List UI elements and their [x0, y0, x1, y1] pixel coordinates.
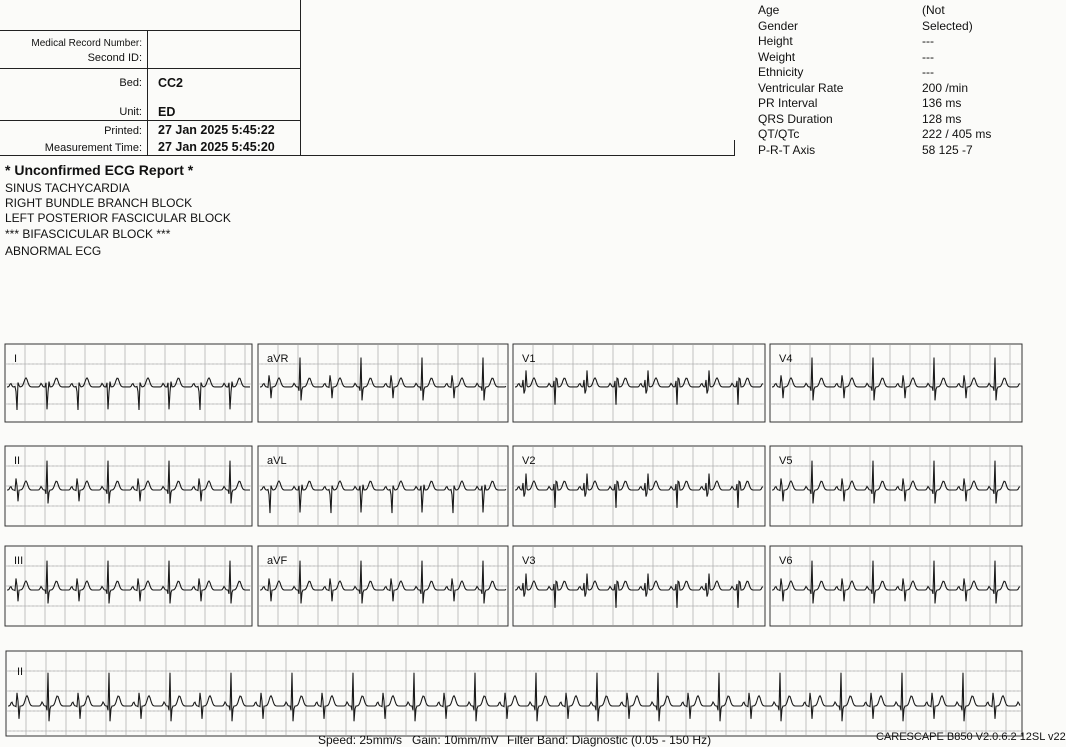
ecg-grid — [258, 344, 508, 422]
ecg-grid — [770, 344, 1022, 422]
measurement-value: 58 125 -7 — [922, 142, 973, 157]
header-divider — [734, 140, 735, 156]
second-id-label: Second ID: — [87, 52, 142, 64]
rhythm-lead-label: II — [17, 666, 24, 678]
speed-label: Speed: 25mm/s — [318, 733, 403, 747]
measurement-value: --- — [922, 65, 934, 79]
ecg-trace — [515, 474, 763, 508]
bed-label: Bed: — [119, 77, 142, 89]
measurement-value: 128 ms — [922, 111, 962, 126]
lead-label: aVL — [267, 455, 287, 467]
interpretation-line: ABNORMAL ECG — [5, 244, 102, 258]
ecg-trace — [772, 461, 1020, 504]
measurement-label: Age — [758, 3, 780, 17]
lead-label: V1 — [522, 353, 536, 365]
ecg-grid — [5, 344, 252, 422]
unit-value: ED — [158, 105, 176, 119]
measurement-label: QT/QTc — [758, 127, 800, 141]
ecg-trace — [260, 561, 506, 604]
measurement-label: Ethnicity — [758, 65, 804, 79]
ecg-trace — [7, 561, 250, 604]
lead-label: II — [14, 455, 21, 467]
lead-label: aVF — [267, 555, 288, 567]
header-rule — [0, 120, 300, 121]
ecg-grid — [5, 546, 252, 626]
ecg-trace — [515, 574, 763, 608]
header-rule — [0, 155, 735, 156]
ecg-grid — [6, 651, 1022, 736]
ecg-grid — [513, 546, 765, 626]
gain-label: Gain: 10mm/mV — [412, 733, 499, 747]
interpretation-line: LEFT POSTERIOR FASCICULAR BLOCK — [5, 211, 231, 225]
lead-label: aVR — [267, 353, 289, 365]
measurement-value: 136 ms — [922, 96, 962, 110]
bed-value: CC2 — [158, 76, 184, 90]
ecg-trace — [515, 370, 763, 404]
medical-record-label: Medical Record Number: — [31, 38, 142, 49]
interpretation-line: *** BIFASCICULAR BLOCK *** — [5, 227, 171, 241]
ecg-grid — [258, 446, 508, 526]
lead-label: V6 — [779, 555, 793, 567]
measurement-label: Height — [758, 34, 793, 48]
measurement-label: P-R-T Axis — [758, 142, 816, 157]
measurement-value: 200 /min — [922, 80, 969, 95]
ecg-grid — [5, 446, 252, 526]
filter-label: Filter Band: Diagnostic (0.05 - 150 Hz) — [507, 733, 712, 747]
measurement-value: --- — [922, 49, 934, 64]
ecg-grid — [258, 546, 508, 626]
interpretation-title: * Unconfirmed ECG Report * — [5, 162, 194, 178]
measurement-labels — [758, 3, 843, 158]
measurement-label: Gender — [758, 18, 799, 33]
measurement-time-value: 27 Jan 2025 5:45:20 — [158, 140, 275, 154]
lead-label: V5 — [779, 455, 793, 467]
measurement-value: 222 / 405 ms — [922, 127, 992, 141]
lead-label: V4 — [779, 353, 793, 365]
ecg-grid — [770, 446, 1022, 526]
ecg-grid — [513, 344, 765, 422]
measurement-label: PR Interval — [758, 96, 818, 110]
lead-label: III — [14, 555, 24, 567]
ecg-trace — [772, 561, 1020, 604]
measurement-value: Selected) — [922, 18, 973, 33]
ecg-grid — [513, 446, 765, 526]
ecg-trace — [7, 461, 250, 504]
lead-label: V2 — [522, 455, 536, 467]
rhythm-trace — [8, 673, 1020, 722]
unit-label: Unit: — [119, 106, 142, 118]
lead-label: V3 — [522, 555, 536, 567]
ecg-tracing-area — [0, 326, 1040, 726]
ecg-grid — [770, 546, 1022, 626]
measurement-label: Ventricular Rate — [758, 80, 844, 95]
header-rule — [0, 68, 300, 69]
device-label: CARESCAPE B850 V2.0.6.2 12SL v22 — [876, 731, 1066, 743]
printed-label: Printed: — [104, 125, 142, 137]
header-rule — [0, 30, 300, 31]
measurement-label: Weight — [758, 49, 796, 64]
lead-label: I — [14, 353, 18, 365]
measurement-label: QRS Duration — [758, 111, 833, 126]
measurement-values — [922, 3, 991, 158]
header-divider — [300, 0, 301, 156]
measurement-value: (Not — [922, 3, 945, 17]
measurement-time-label: Measurement Time: — [44, 142, 142, 154]
interpretation-line: SINUS TACHYCARDIA — [5, 181, 130, 195]
interpretation-line: RIGHT BUNDLE BRANCH BLOCK — [5, 196, 193, 210]
measurement-value: --- — [922, 34, 934, 48]
header-divider — [147, 30, 148, 156]
printed-value: 27 Jan 2025 5:45:22 — [158, 123, 275, 137]
ecg-trace — [7, 378, 250, 410]
